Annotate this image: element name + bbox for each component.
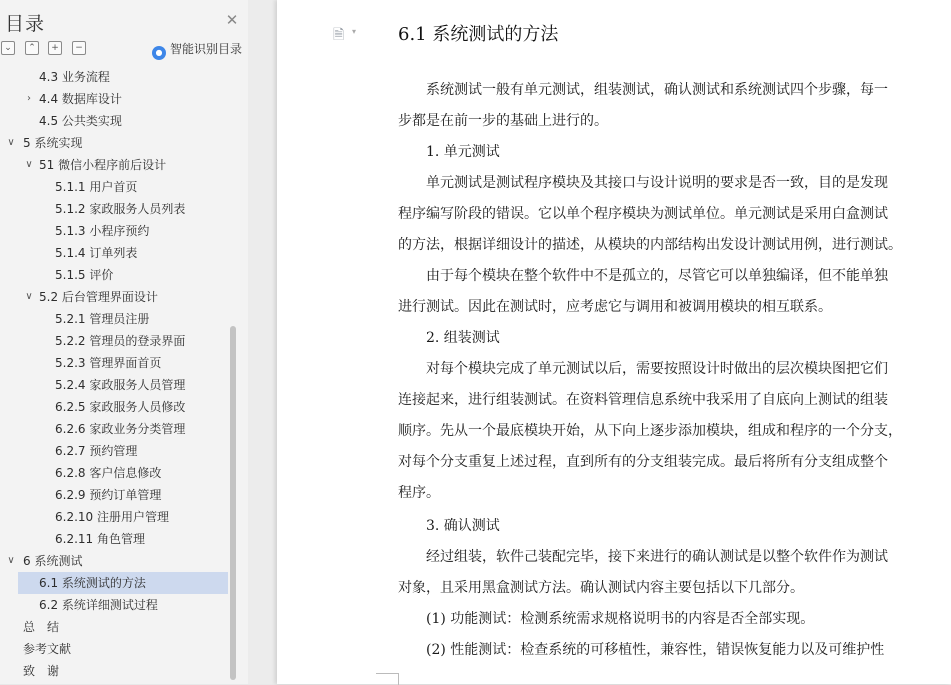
toc-list <box>0 66 232 682</box>
toc-item-label: 5.1.3 小程序预约 <box>55 224 150 238</box>
paragraph-line: 经过组装，软件己装配完毕，接下来进行的确认测试是以整个软件作为测试 <box>398 549 888 565</box>
paragraph-line: 对每个分支重复上述过程，直到所有的分支组装完成。最后将所有分支组成整个 <box>398 454 888 470</box>
toc-item-label: 51 微信小程序前后设计 <box>39 158 167 172</box>
page-corner-mark <box>376 673 399 685</box>
chevron-down-icon[interactable]: ▾ <box>352 27 357 36</box>
paragraph-line: 程序。 <box>398 485 440 501</box>
toc-panel <box>0 0 248 684</box>
paragraph-line: 单元测试是测试程序模块及其接口与设计说明的要求是否一致，目的是发现 <box>398 175 888 191</box>
toc-item[interactable] <box>0 374 232 396</box>
toc-item[interactable] <box>0 550 232 572</box>
toc-item-label: 6.1 系统测试的方法 <box>39 576 146 590</box>
smart-toc-icon: ● <box>152 46 166 60</box>
toc-item-label: 6.2.11 角色管理 <box>55 532 145 546</box>
toc-item-label: 5 系统实现 <box>23 136 83 150</box>
toc-item-label: 6.2.6 家政业务分类管理 <box>55 422 186 436</box>
toc-item-label: 5.1.2 家政服务人员列表 <box>55 202 186 216</box>
toc-item[interactable] <box>0 220 232 242</box>
toc-item[interactable] <box>0 110 232 132</box>
toc-item[interactable] <box>0 418 232 440</box>
paragraph-line: 步都是在前一步的基础上进行的。 <box>398 113 608 129</box>
toc-item[interactable] <box>0 440 232 462</box>
toc-item-label: 5.1.4 订单列表 <box>55 246 138 260</box>
toc-item-label: 5.2.2 管理员的登录界面 <box>55 334 186 348</box>
toc-item[interactable] <box>0 198 232 220</box>
toc-item[interactable] <box>0 286 232 308</box>
toc-item-label: 6.2.8 客户信息修改 <box>55 466 162 480</box>
toc-item[interactable] <box>0 396 232 418</box>
toc-title: 目录 <box>5 13 46 35</box>
toc-item[interactable] <box>0 506 232 528</box>
toc-item-label: 5.2 后台管理界面设计 <box>39 290 158 304</box>
toc-item-label: 5.2.1 管理员注册 <box>55 312 150 326</box>
chevron-down-icon[interactable]: ∨ <box>25 291 33 302</box>
smart-toc-button[interactable] <box>152 40 242 60</box>
collapse-all-icon[interactable]: ⌄ <box>1 41 15 55</box>
paragraph-line: 进行测试。因此在测试时，应考虑它与调用和被调用模块的相互联系。 <box>398 299 832 315</box>
paragraph-line: 的方法，根据详细设计的描述，从模块的内部结构出发设计测试用例，进行测试。 <box>398 237 902 253</box>
toc-item[interactable] <box>0 242 232 264</box>
paragraph-line: 1. 单元测试 <box>398 144 500 160</box>
toc-item-label: 总 结 <box>23 620 60 634</box>
chevron-right-icon[interactable]: › <box>27 93 31 104</box>
toc-toolbar <box>0 41 248 57</box>
toc-item[interactable] <box>0 528 232 550</box>
paragraph-line: 系统测试一般有单元测试，组装测试，确认测试和系统测试四个步骤，每一 <box>398 82 888 98</box>
toc-item-label: 致 谢 <box>23 664 60 678</box>
toc-item[interactable] <box>0 330 232 352</box>
toc-item[interactable] <box>0 88 232 110</box>
collapse-icon[interactable]: ⌃ <box>25 41 39 55</box>
toc-item-label: 6.2 系统详细测试过程 <box>39 598 158 612</box>
toc-item-label: 6.2.5 家政服务人员修改 <box>55 400 186 414</box>
toc-item[interactable] <box>0 638 232 660</box>
toc-item-label: 6.2.7 预约管理 <box>55 444 138 458</box>
paragraph-line: 顺序。先从一个最底模块开始，从下向上逐步添加模块，组成和程序的一个分支， <box>398 423 902 439</box>
expand-icon[interactable]: + <box>48 41 62 55</box>
toc-item-label: 4.4 数据库设计 <box>39 92 122 106</box>
chevron-down-icon[interactable]: ∨ <box>25 159 33 170</box>
toc-item[interactable] <box>0 176 232 198</box>
toc-item-label: 5.1.1 用户首页 <box>55 180 138 194</box>
toc-item[interactable] <box>0 616 232 638</box>
toc-item-label: 参考文献 <box>23 642 72 656</box>
toc-item-selected[interactable] <box>18 572 228 594</box>
toc-item[interactable] <box>0 264 232 286</box>
toc-item-label: 6.2.9 预约订单管理 <box>55 488 162 502</box>
remove-icon[interactable]: − <box>72 41 86 55</box>
toc-item-label: 5.1.5 评价 <box>55 268 114 282</box>
toc-item[interactable] <box>0 132 232 154</box>
paragraph-line: 3. 确认测试 <box>398 518 500 534</box>
toc-item-label: 5.2.4 家政服务人员管理 <box>55 378 186 392</box>
section-heading: 6.1 系统测试的方法 <box>398 24 559 45</box>
paragraph-line: (2) 性能测试：检查系统的可移植性，兼容性，错误恢复能力以及可维护性 <box>398 642 885 658</box>
toc-item[interactable] <box>0 484 232 506</box>
toc-item-label: 6.2.10 注册用户管理 <box>55 510 169 524</box>
paragraph-line: 2. 组装测试 <box>398 330 500 346</box>
toc-item[interactable] <box>0 660 232 682</box>
toc-item-label: 4.5 公共类实现 <box>39 114 122 128</box>
paragraph-line: 程序编写阶段的错误。它以单个程序模块为测试单位。单元测试是采用白盒测试 <box>398 206 888 222</box>
paragraph-line: 对每个模块完成了单元测试以后，需要按照设计时做出的层次模块图把它们 <box>398 361 888 377</box>
paragraph-line: (1) 功能测试：检测系统需求规格说明书的内容是否全部实现。 <box>398 611 815 627</box>
toc-scrollbar-thumb[interactable] <box>230 326 236 680</box>
toc-item[interactable] <box>0 66 232 88</box>
close-icon[interactable]: ✕ <box>225 11 239 29</box>
paragraph-line: 对象，且采用黑盒测试方法。确认测试内容主要包括以下几部分。 <box>398 580 804 596</box>
toc-item-label: 4.3 业务流程 <box>39 70 110 84</box>
smart-toc-label: 智能识别目录 <box>170 42 243 56</box>
document-icon[interactable]: 🗎 <box>333 27 345 43</box>
toc-item[interactable] <box>0 352 232 374</box>
chevron-down-icon[interactable]: ∨ <box>7 555 15 566</box>
paragraph-line: 由于每个模块在整个软件中不是孤立的，尽管它可以单独编译，但不能单独 <box>398 268 888 284</box>
chevron-down-icon[interactable]: ∨ <box>7 137 15 148</box>
toc-item[interactable] <box>0 594 232 616</box>
toc-item[interactable] <box>0 154 232 176</box>
paragraph-line: 连接起来，进行组装测试。在资料管理信息系统中我采用了自底向上测试的组装 <box>398 392 888 408</box>
toc-item-label: 5.2.3 管理界面首页 <box>55 356 162 370</box>
toc-item[interactable] <box>0 308 232 330</box>
toc-item[interactable] <box>0 462 232 484</box>
toc-item-label: 6 系统测试 <box>23 554 83 568</box>
